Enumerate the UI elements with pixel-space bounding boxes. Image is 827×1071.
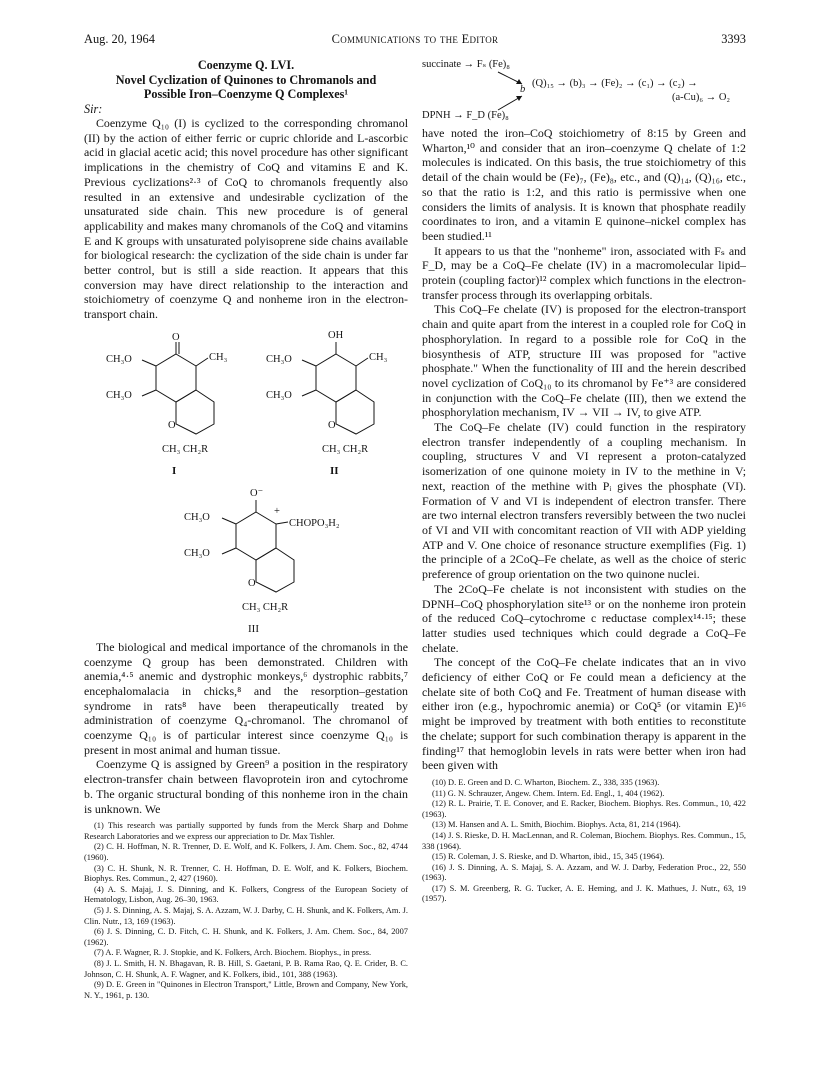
structure-III [84, 486, 408, 636]
left-footnotes [84, 821, 408, 1001]
structures-I-II [84, 328, 408, 480]
footnote-14: (14) J. S. Rieske, D. H. MacLennan, and R. Coleman, Biochem. Biophys. Res. Commun., 15, 338 (1964). [422, 830, 746, 851]
scheme-succinate: succinate → Fₛ (Fe)₈ [422, 59, 510, 70]
article-title-line-2: Novel Cyclization of Quinones to Chromanols and [115, 72, 377, 87]
struct-III-side: CH₃ CH₂R [242, 601, 289, 613]
structure-III-drawing [84, 486, 408, 636]
right-footnotes [422, 778, 746, 905]
paragraph-biological-importance: The biological and medical importance of the chromanols in the coenzyme Q group has been demonstrated. Children with anemia,⁴·⁵ anemic and dystrophic monkeys,⁶ dystrophic rabbits,⁷ encephalomalacia in chicks,⁸ and the resorption–gestation syndrome in rats⁸ have been therapeutically treated by administration of coenzyme Q₄-chromanol. The chromanol of coenzyme Q₁₀ is of particular interest since coenzyme Q₁₀ is present in most animal and human tissue. [84, 639, 408, 757]
struct-I-methyl: CH₃ [209, 351, 228, 363]
scheme-b: b [520, 84, 526, 95]
footnote-4: (4) A. S. Majaj, J. S. Dinning, and K. Folkers, Congress of the European Society of Hematology, Lisbon, Aug. 26–30, 1963. [84, 884, 408, 905]
struct-III-ring-oxygen: O [248, 577, 256, 589]
struct-I-ring-oxygen: O [168, 419, 176, 431]
struct-I-label: I [172, 464, 177, 477]
article-title-line-1: Coenzyme Q. LVI. [197, 58, 295, 72]
footnote-12: (12) R. L. Prairie, T. E. Conover, and E. Racker, Biochem. Biophys. Res. Commun., 10, 422 (1963). [422, 799, 746, 819]
electron-transport-scheme [422, 58, 746, 126]
struct-II-methoxy-top: CH₃O [266, 353, 292, 365]
header-date: Aug. 20, 1964 [84, 32, 155, 46]
struct-I-methoxy-top: CH₃O [106, 353, 132, 365]
left-column [84, 58, 408, 1001]
footnote-16: (16) J. S. Dinning, A. S. Majaj, S. A. Azzam, and W. J. Darby, Federation Proc., 22, 550 (1963). [422, 862, 746, 883]
footnote-3: (3) C. H. Shunk, N. R. Trenner, C. H. Hoffman, D. E. Wolf, and K. Folkers, Biochem. Biophys. Res. Commun., 2, 427 (1960). [84, 863, 408, 884]
struct-III-oxide: O⁻ [250, 487, 264, 499]
struct-II-side: CH₃ CH₂R [322, 443, 369, 455]
paragraph-stoichiometry: have noted the iron–CoQ stoichiometry of 8:15 by Green and Wharton,¹⁰ and consider that an iron–coenzyme Q chelate of 1:2 molecules is indicated. On this basis, the true stoichiometry of this detail of the chain would be (Fe)₇, (Fe)₈, etc., and (Q)₁₄, (Q)₁₆, etc., so that the ratio is 1:2, and this ratio is permissive when one considers the limits of analysis. It is known that phosphate readily coordinates to iron, and a vitamin E quinone–nickel complex has been studied.¹¹ [422, 126, 746, 243]
header-section-title: Communications to the Editor [331, 32, 499, 46]
struct-III-methoxy-bottom: CH₃O [184, 547, 210, 559]
footnote-1: (1) This research was partially supported by funds from the Merck Sharp and Dohme Research Laboratories and we express our appreciation to Dr. Max Tishler. [84, 821, 408, 841]
struct-III-label: III [248, 622, 259, 635]
footnote-7: (7) A. F. Wagner, R. J. Stopkie, and K. Folkers, Arch. Biochem. Biophys., in press. [94, 948, 372, 958]
running-header [84, 32, 746, 48]
structures-I-II-drawing [84, 328, 408, 480]
salutation: Sir: [84, 101, 103, 116]
paragraph-dpnh-site: The 2CoQ–Fe chelate is not inconsistent with studies on the DPNH–CoQ phosphorylation site¹³ or on the nonheme iron protein of the reduced CoQ–cytochrome c reductase complex¹⁴·¹⁵; these latter studies used techniques which could degrade a CoQ–Fe chelate. [422, 581, 746, 655]
article-title [84, 58, 408, 102]
footnote-2: (2) C. H. Hoffman, N. R. Trenner, D. E. Wolf, and K. Folkers, J. Am. Chem. Soc., 82, 4744 (1960). [84, 842, 408, 863]
struct-III-methoxy-top: CH₃O [184, 511, 210, 523]
footnote-11: (11) G. N. Schrauzer, Angew. Chem. Intern. Ed. Engl., 1, 404 (1962). [432, 788, 665, 798]
footnote-17: (17) S. M. Greenberg, R. G. Tucker, A. E. Heming, and J. K. Mathues, J. Nutr., 63, 19 (1957). [422, 883, 746, 904]
struct-II-methyl: CH₃ [369, 351, 388, 363]
struct-II-hydroxyl: OH [328, 329, 344, 341]
structure-I [106, 332, 228, 477]
right-column [422, 58, 746, 905]
scheme-end: (a-Cu)₆ → O₂ [672, 92, 731, 103]
struct-I-methoxy-bottom: CH₃O [106, 389, 132, 401]
footnote-9: (9) D. E. Green in "Quinones in Electron Transport," Little, Brown and Company, New York, N. Y., 1961, p. 130. [84, 980, 408, 1000]
scheme-chain: (Q)₁₅ → (b)₃ → (Fe)₂ → (c₁) → (c₂) → [532, 78, 698, 89]
struct-II-label: II [330, 464, 339, 477]
header-page-number: 3393 [721, 32, 746, 46]
struct-I-oxo: O [172, 331, 180, 343]
struct-III-phosphate: CHOPO₃H₂ [289, 517, 340, 529]
paragraph-respiratory-transfer: The CoQ–Fe chelate (IV) could function in the respiratory electron transfer independently of a coupling mechanism. In coupling, structures V and VI represent a proton-catalyzed isomerization of one quinone moiety in IV to the methine in V; next, reaction of the methine with Pᵢ gives the phosphate (VI). Formation of V and VI is independent of electron transfer. There are two internal electron transfers reversibly between the two nuclei of VI and VII with concomitant reaction of VII with ADP yielding ATP and V. One choice of resonance structure exemplifies (Fig. 1) the principle of a 2CoQ–Fe chelate, as well as the choice of steric preference of group orientation on the two quinone nuclei. [422, 420, 746, 582]
article-title-line-3: Possible Iron–Coenzyme Q Complexes¹ [143, 87, 349, 101]
footnote-6: (6) J. S. Dinning, C. D. Fitch, C. H. Shunk, and K. Folkers, J. Am. Chem. Soc., 84, 2007 (1962). [84, 927, 408, 947]
paragraph-intro: Coenzyme Q₁₀ (I) is cyclized to the corresponding chromanol (II) by the action of either ferric or cupric chloride and L-ascorbic acid in glacial acetic acid; this novel procedure has other significant implications in the chemistry of CoQ and vitamins E and K. Previous cyclizations²·³ of CoQ to chromanols frequently also resulted in an extensive and undesirable cyclization of the unsaturated side chain. This new procedure is of general applicability and makes many chromanols of the CoQ and vitamins E and K groups with unsaturated polyisoprene side chains available for biological research: the cyclization of the side chain is under far better control, but is still a side reaction. It appears that this conversion may have direct relationship to the interaction and stoichiometry of coenzyme Q and nonheme iron in the electron-transport chain. [84, 116, 408, 322]
struct-I-side: CH₃ CH₂R [162, 443, 209, 455]
paragraph-deficiency: The concept of the CoQ–Fe chelate indicates that an in vivo deficiency of either CoQ or Fe could mean a deficiency at the chelate site of both CoQ and Fe. Treatment of human disease with either iron (e.g., hypochromic anemia) or CoQ⁵ (or vitamin E)¹⁶ might be improved by treatment with both entities to reconstitute the chelate; support for such combination therapy is apparent in the finding¹⁷ that hemoglobin levels in rats were better when iron had been given with [422, 655, 746, 773]
scheme-dpnh: DPNH → F_D (Fe)₈ [422, 110, 509, 121]
footnote-8: (8) J. L. Smith, H. N. Bhagavan, R. B. Hill, S. Gaetani, P. B. Rama Rao, Q. E. Crider, B. C. Johnson, C. H. Shunk, A. F. Wagner, and K. Folkers, ibid., 101, 388 (1963). [84, 959, 408, 979]
footnote-5: (5) J. S. Dinning, A. S. Majaj, S. A. Azzam, W. J. Darby, C. H. Shunk, and K. Folkers, Am. J. Clin. Nutr., 13, 169 (1963). [84, 906, 408, 926]
footnote-13: (13) M. Hansen and A. L. Smith, Biochim. Biophys. Acta, 81, 214 (1964). [432, 820, 681, 830]
paragraph-nonheme-iron: It appears to us that the "nonheme" iron, associated with Fₛ and F_D, may be a CoQ–Fe chelate (IV) in a macromolecular lipid–protein (coupling factor)¹² complex which functions in the electron-transfer process through its overlapping orbitals. [422, 243, 746, 302]
paragraph-chelate-proposal: This CoQ–Fe chelate (IV) is proposed for the electron-transport chain and quite apart from the interest in a coupled role for CoQ in phosphorylation. In regard to a possible role for CoQ in the biosynthesis of ATP, structure III was proposed for "active phosphate." When the functionality of III and the herein described novel cyclization of CoQ₁₀ to its chromanol by Fe⁺³ are considered in conjunction with the CoQ–Fe chelate (III), then we extend the phosphorylation mechanism, IV → VII → IV, to give ATP. [422, 302, 746, 420]
struct-II-methoxy-bottom: CH₃O [266, 389, 292, 401]
structure-II [266, 330, 388, 477]
footnote-10: (10) D. E. Green and D. C. Wharton, Biochem. Z., 338, 335 (1963). [432, 777, 660, 787]
struct-III-plus: + [274, 505, 280, 517]
struct-II-ring-oxygen: O [328, 419, 336, 431]
footnote-15: (15) R. Coleman, J. S. Rieske, and D. Wharton, ibid., 15, 345 (1964). [432, 852, 665, 862]
paragraph-green-assignment: Coenzyme Q is assigned by Green⁹ a position in the respiratory electron-transfer chain between flavoprotein iron and cytochrome b. The organic structural bonding of this nonheme iron in the chain is unknown. We [84, 757, 408, 816]
